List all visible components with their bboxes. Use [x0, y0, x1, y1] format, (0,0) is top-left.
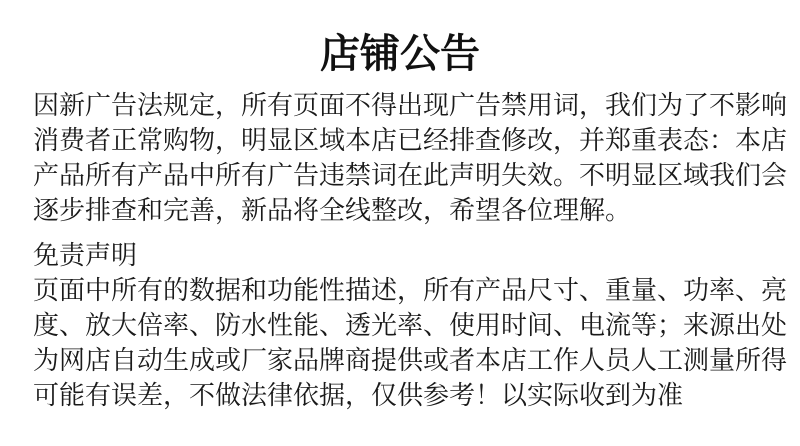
notice-line: 因新广告法规定，所有页面不得出现广告禁用词，我们为了不影响 [33, 90, 788, 120]
disclaimer-line: 为网店自动生成或厂家品牌商提供或者本店工作人员人工测量所得 [33, 345, 788, 375]
disclaimer-heading: 免责声明 [33, 240, 138, 270]
disclaimer-line: 可能有误差，不做法律依据，仅供参考！以实际收到为准 [33, 380, 684, 410]
notice-line: 消费者正常购物，明显区域本店已经排查修改，并郑重表态：本店 [33, 125, 788, 155]
notice-line: 逐步排查和完善，新品将全线整改，希望各位理解。 [33, 195, 632, 225]
notice-line: 产品所有产品中所有广告违禁词在此声明失效。不明显区域我们会 [33, 160, 788, 190]
disclaimer-line: 度、放大倍率、防水性能、透光率、使用时间、电流等；来源出处 [33, 310, 788, 340]
disclaimer-line: 页面中所有的数据和功能性描述，所有产品尺寸、重量、功率、亮 [33, 275, 788, 305]
page-title: 店铺公告 [320, 32, 480, 76]
